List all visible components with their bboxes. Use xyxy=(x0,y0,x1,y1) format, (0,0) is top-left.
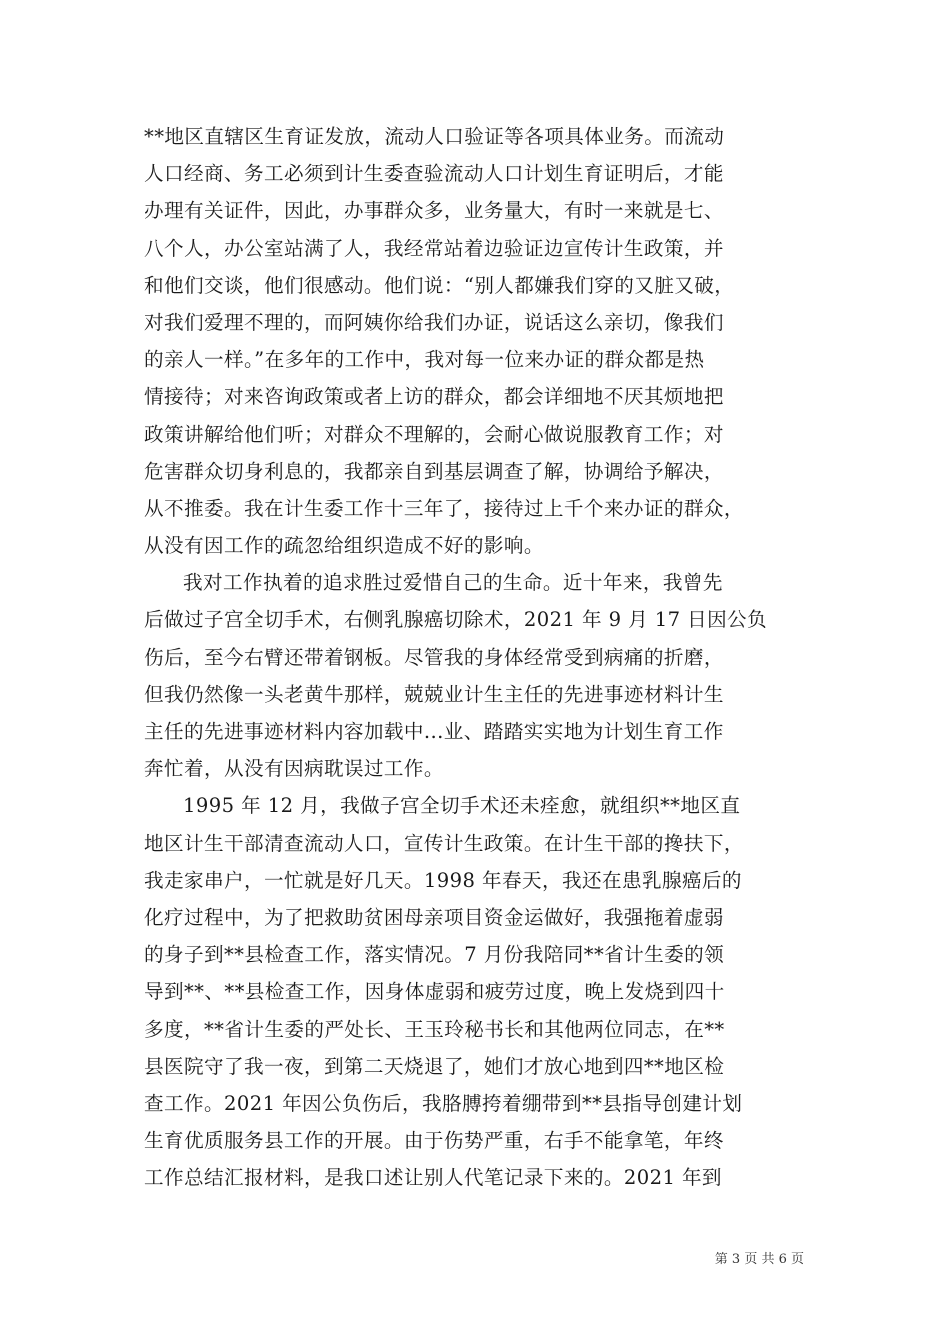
document-body xyxy=(144,118,812,1196)
text-line: 办理有关证件，因此，办事群众多，业务量大，有时一来就是七、 xyxy=(144,199,724,223)
text-line: 我走家串户，一忙就是好几天。1998 年春天，我还在患乳腺癌后的 xyxy=(144,868,742,892)
text-line: 从不推委。我在计生委工作十三年了，接待过上千个来办证的群众， xyxy=(144,496,744,520)
text-line: 多度，**省计生委的严处长、王玉玲秘书长和其他两位同志，在** xyxy=(144,1017,725,1041)
text-line: 对我们爱理不理的，而阿姨你给我们办证，说话这么亲切，像我们 xyxy=(144,310,724,334)
text-line: 地区计生干部清查流动人口，宣传计生政策。在计生干部的搀扶下， xyxy=(144,831,744,855)
text-line: 工作总结汇报材料，是我口述让别人代笔记录下来的。2021 年到 xyxy=(144,1166,722,1190)
text-line: 化疗过程中，为了把救助贫困母亲项目资金运做好，我强拖着虚弱 xyxy=(144,905,724,929)
page-number: 第 3 页 共 6 页 xyxy=(714,1252,804,1267)
text-line: 政策讲解给他们听；对群众不理解的，会耐心做说服教育工作；对 xyxy=(144,422,724,446)
paragraph-first-line: 1995 年 12 月，我做子宫全切手术还未痊愈，就组织**地区直 xyxy=(183,794,741,818)
text-line: **地区直辖区生育证发放，流动人口验证等各项具体业务。而流动 xyxy=(144,125,725,148)
text-line: 伤后，至今右臂还带着钢板。尽管我的身体经常受到病痛的折磨， xyxy=(144,645,724,669)
paragraph-first-line: 我对工作执着的追求胜过爱惜自己的生命。近十年来，我曾先 xyxy=(183,571,723,595)
text-line: 查工作。2021 年因公负伤后，我胳膊挎着绷带到**县指导创建计划 xyxy=(144,1091,743,1115)
text-line: 主任的先进事迹材料内容加载中...业、踏踏实实地为计划生育工作 xyxy=(144,720,724,743)
text-line: 危害群众切身利息的，我都亲自到基层调查了解，协调给予解决， xyxy=(144,459,724,483)
text-line: 但我仍然像一头老黄牛那样，兢兢业计生主任的先进事迹材料计生 xyxy=(144,682,724,706)
text-line: 的亲人一样。”在多年的工作中，我对每一位来办证的群众都是热 xyxy=(144,348,705,372)
text-line: 和他们交谈，他们很感动。他们说：“别人都嫌我们穿的又脏又破， xyxy=(144,273,735,297)
text-line: 奔忙着，从没有因病耽误过工作。 xyxy=(144,757,444,781)
text-line: 情接待；对来咨询政策或者上访的群众，都会详细地不厌其烦地把 xyxy=(144,385,724,409)
text-line: 县医院守了我一夜，到第二天烧退了，她们才放心地到四**地区检 xyxy=(144,1054,725,1078)
text-line: 生育优质服务县工作的开展。由于伤势严重，右手不能拿笔，年终 xyxy=(144,1129,724,1153)
text-line: 导到**、**县检查工作，因身体虚弱和疲劳过度，晚上发烧到四十 xyxy=(144,980,725,1004)
text-line: 的身子到**县检查工作，落实情况。7 月份我陪同**省计生委的领 xyxy=(144,943,725,967)
text-line: 后做过子宫全切手术，右侧乳腺癌切除术，2021 年 9 月 17 日因公负 xyxy=(144,608,768,632)
text-line: 从没有因工作的疏忽给组织造成不好的影响。 xyxy=(144,534,544,558)
text-line: 人口经商、务工必须到计生委查验流动人口计划生育证明后，才能 xyxy=(144,162,724,186)
text-line: 八个人，办公室站满了人，我经常站着边验证边宣传计生政策，并 xyxy=(144,236,724,260)
